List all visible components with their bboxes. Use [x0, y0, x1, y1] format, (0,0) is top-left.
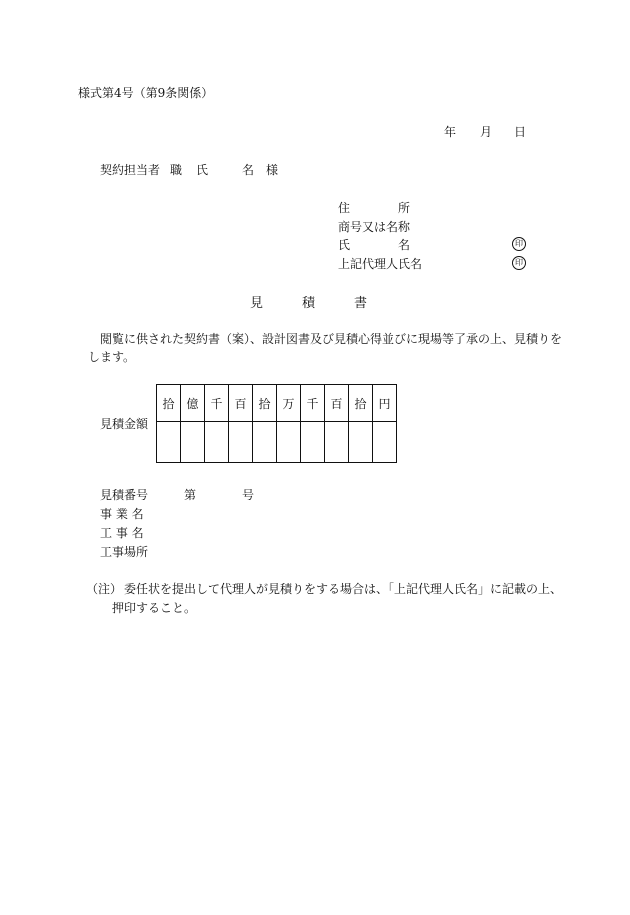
amount-digit-cell [229, 422, 253, 463]
addressee-title: 職 [170, 163, 183, 177]
work-name-label: 工 事 名 [100, 526, 144, 540]
date-month: 月 [480, 125, 493, 139]
amount-unit: 拾 [157, 385, 181, 422]
note-line1: 委任状を提出して代理人が見積りをする場合は、「上記代理人氏名」に記載の上、 [124, 582, 563, 596]
amount-digit-cell [277, 422, 301, 463]
estimate-number-gou: 号 [242, 488, 255, 502]
amount-digit-cell [205, 422, 229, 463]
amount-unit: 百 [325, 385, 349, 422]
seal-stamp-icon: 印 [512, 254, 526, 270]
addressee-name-b: 名 [242, 163, 255, 177]
applicant-name-label: 氏 名 [338, 238, 411, 252]
document-title: 見 積 書 [250, 296, 368, 311]
note-line2: 押印すること。 [112, 601, 197, 615]
date-day: 日 [514, 125, 527, 139]
amount-label: 見積金額 [100, 417, 149, 431]
form-number: 様式第4号（第9条関係） [78, 86, 214, 100]
amount-digit-cell [349, 422, 373, 463]
amount-unit: 百 [229, 385, 253, 422]
estimate-number-label: 見積番号 [100, 488, 149, 502]
applicant-company-label: 商号又は名称 [338, 220, 411, 234]
amount-grid [156, 384, 397, 463]
amount-unit: 千 [301, 385, 325, 422]
amount-digit-cell [301, 422, 325, 463]
project-name-label: 事 業 名 [100, 507, 144, 521]
seal-stamp-icon: 印 [512, 235, 526, 251]
amount-digit-cell [325, 422, 349, 463]
amount-unit: 拾 [349, 385, 373, 422]
addressee-label: 契約担当者 [100, 163, 161, 177]
amount-digit-cell [373, 422, 397, 463]
note-prefix: （注） [86, 582, 123, 596]
amount-unit: 千 [205, 385, 229, 422]
work-site-label: 工事場所 [100, 545, 149, 559]
date-year: 年 [444, 125, 457, 139]
applicant-address-label: 住 所 [338, 201, 411, 215]
applicant-agent-label: 上記代理人氏名 [338, 257, 423, 271]
addressee-honorific: 様 [266, 163, 279, 177]
body-text-line1: 閲覧に供された契約書（案）、設計図書及び見積心得並びに現場等了承の上、見積りを [100, 332, 563, 346]
estimate-number-dai: 第 [184, 488, 197, 502]
amount-unit: 円 [373, 385, 397, 422]
amount-digit-cell [253, 422, 277, 463]
amount-unit: 万 [277, 385, 301, 422]
body-text-line2: します。 [88, 350, 136, 364]
amount-digit-cell [157, 422, 181, 463]
amount-unit: 億 [181, 385, 205, 422]
amount-digit-cell [181, 422, 205, 463]
addressee-name-a: 氏 [196, 163, 209, 177]
amount-unit: 拾 [253, 385, 277, 422]
